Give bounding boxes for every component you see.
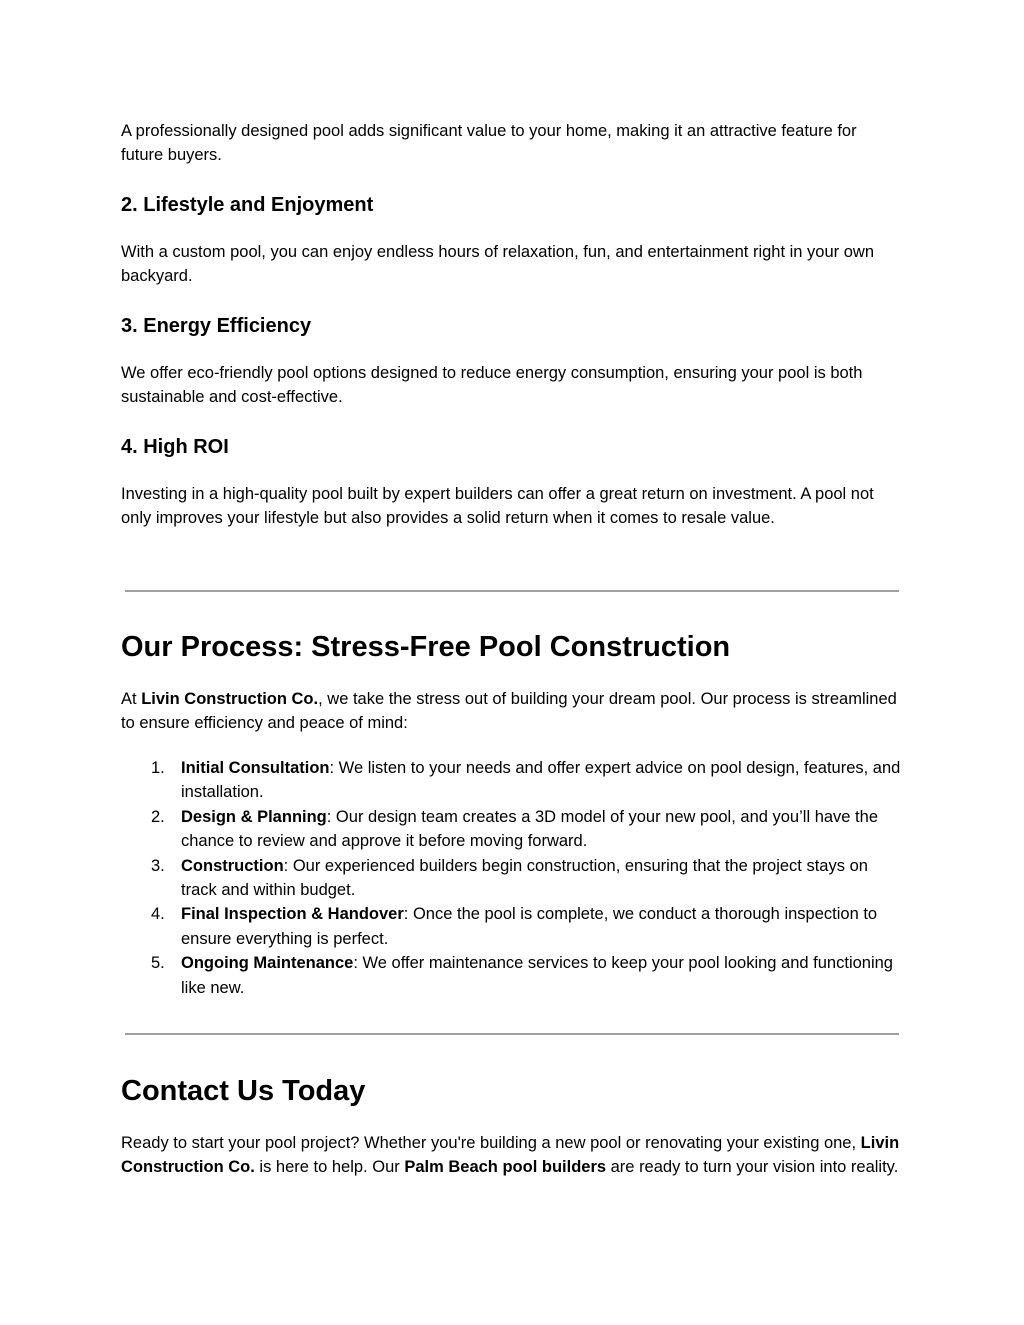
step-title: Ongoing Maintenance [181, 954, 354, 973]
heading-energy: 3. Energy Efficiency [121, 315, 312, 337]
step-number: 1. [151, 759, 165, 777]
step-title: Construction [181, 856, 284, 875]
contact-text: Ready to start your pool project? Whether you're building a new pool or renovating your existing one, [121, 1134, 861, 1152]
step-text: : Our experienced builders begin construction, ensuring that the project stays on track and within budget. [181, 856, 868, 900]
paragraph-roi: Investing in a high-quality pool built by expert builders can offer a great return on investment. A pool not only improves your lifestyle but also provides a solid return when it comes to resale value. [121, 485, 874, 528]
step-text: : Once the pool is complete, we conduct a thorough inspection to ensure everything is perfect. [181, 905, 878, 948]
list-item [121, 756, 903, 805]
divider [125, 1033, 899, 1035]
list-item [121, 805, 903, 854]
step-number: 3. [151, 856, 165, 875]
step-text: : We listen to your needs and offer expert advice on pool design, features, and installation. [181, 759, 901, 802]
step-text: : We offer maintenance services to keep your pool looking and functioning like new. [181, 954, 893, 997]
intro-paragraph: A professionally designed pool adds significant value to your home, making it an attractive feature for future buyers. [121, 122, 857, 165]
process-steps-list [121, 756, 903, 1000]
list-item [121, 951, 903, 1000]
list-item [121, 854, 903, 903]
divider [125, 590, 899, 592]
step-number: 5. [151, 954, 165, 973]
step-title: Design & Planning [181, 807, 327, 826]
process-intro-prefix: At [121, 690, 142, 708]
paragraph-energy: We offer eco-friendly pool options designed to reduce energy consumption, ensuring your pool is both sustainable and cost-effective. [121, 364, 863, 407]
heading-roi: 4. High ROI [121, 436, 229, 458]
paragraph-lifestyle: With a custom pool, you can enjoy endless hours of relaxation, fun, and entertainment right in your own backyard. [121, 243, 875, 286]
contact-text: are ready to turn your vision into reality. [606, 1158, 899, 1177]
heading-lifestyle: 2. Lifestyle and Enjoyment [121, 194, 374, 216]
step-text: : Our design team creates a 3D model of your new pool, and you’ll have the chance to review and approve it before moving forward. [181, 807, 878, 851]
step-title: Final Inspection & Handover [181, 905, 404, 924]
process-heading: Our Process: Stress-Free Pool Construction [121, 631, 731, 663]
company-name: Livin Construction Co. [121, 1134, 900, 1177]
list-item [121, 902, 903, 951]
contact-text: is here to help. Our [254, 1158, 405, 1177]
step-number: 4. [151, 905, 165, 924]
process-intro-suffix: , we take the stress out of building your dream pool. Our process is streamlined to ensure efficiency and peace of mind: [121, 690, 897, 733]
builders-phrase: Palm Beach pool builders [404, 1158, 607, 1177]
contact-heading: Contact Us Today [121, 1075, 366, 1107]
step-title: Initial Consultation [181, 759, 330, 777]
step-number: 2. [151, 807, 165, 826]
process-intro [121, 687, 903, 736]
contact-paragraph [121, 1131, 903, 1180]
company-name: Livin Construction Co. [141, 690, 319, 708]
